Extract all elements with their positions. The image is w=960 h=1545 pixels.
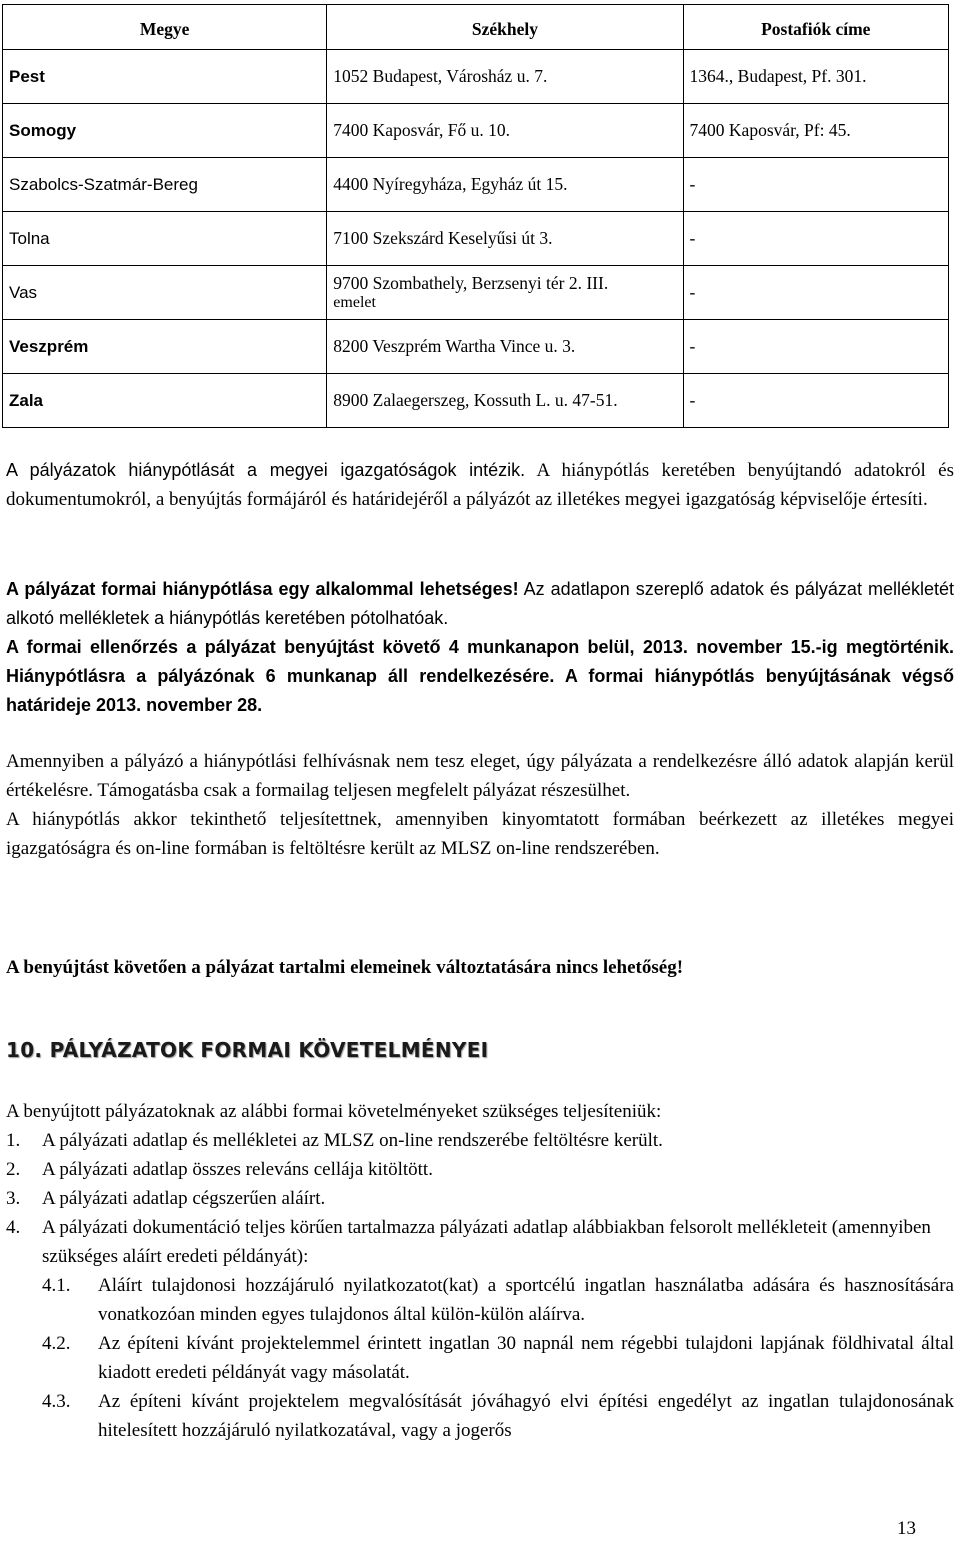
cell-pobox: - <box>683 158 948 212</box>
cell-seat: 7100 Szekszárd Keselyűsi út 3. <box>327 212 683 266</box>
paragraph-no-changes: A benyújtást követően a pályázat tartalmi elemeinek változtatására nincs lehetőség! <box>6 957 684 978</box>
sub-list-item <box>6 1271 954 1329</box>
page-number: 13 <box>897 1518 916 1539</box>
sub-list-item <box>6 1387 954 1445</box>
cell-county: Somogy <box>3 104 327 158</box>
list-item-text: A pályázati adatlap cégszerűen aláírt. <box>42 1188 326 1209</box>
county-offices-table <box>2 4 949 428</box>
cell-pobox: - <box>683 212 948 266</box>
section-heading: 10. PÁLYÁZATOK FORMAI KÖVETELMÉNYEI <box>6 1038 489 1062</box>
cell-county: Tolna <box>3 212 327 266</box>
list-item <box>6 1126 954 1155</box>
list-item-number: 3. <box>6 1188 21 1209</box>
sub-list-item-text: Az építeni kívánt projektelemmel érintett ingatlan 30 napnál nem régebbi tulajdoni lapjának földhivatal által kiadott eredeti példányát vagy másolatát. <box>98 1333 954 1383</box>
sub-list-item-text: Az építeni kívánt projektelem megvalósítását jóváhagyó elvi építési engedélyt az ingatlan tulajdonosának hitelesített hozzájáruló nyilatkozatával, vagy a jogerős <box>98 1391 954 1441</box>
paragraph-consequences <box>6 747 954 863</box>
list-item <box>6 1184 954 1213</box>
header-county: Megye <box>3 5 327 50</box>
sub-list-item-number: 4.2. <box>42 1333 71 1354</box>
table-row <box>3 104 949 158</box>
table-row <box>3 50 949 104</box>
list-item-text: A pályázati adatlap összes releváns cellája kitöltött. <box>42 1159 433 1180</box>
cell-seat: 1052 Budapest, Városház u. 7. <box>327 50 683 104</box>
table-row <box>3 212 949 266</box>
cell-county: Szabolcs-Szatmár-Bereg <box>3 158 327 212</box>
cell-seat: 8900 Zalaegerszeg, Kossuth L. u. 47-51. <box>327 374 683 428</box>
table-row <box>3 266 949 320</box>
cell-pobox: - <box>683 266 948 320</box>
sub-list-item-text: Aláírt tulajdonosi hozzájáruló nyilatkozatot(kat) a sportcélú ingatlan használatba adására és hasznosítására vonatkozóan minden egyes tulajdonos által külön-külön aláírva. <box>98 1275 954 1325</box>
sub-list-item-number: 4.1. <box>42 1275 71 1296</box>
table-row <box>3 158 949 212</box>
table-row <box>3 374 949 428</box>
paragraph-sans-part: A pályázatok hiánypótlását a megyei igazgatóságok intézik. <box>6 460 526 480</box>
cell-seat: 7400 Kaposvár, Fő u. 10. <box>327 104 683 158</box>
cell-pobox: - <box>683 320 948 374</box>
cell-county: Veszprém <box>3 320 327 374</box>
formal-check-deadline: A formai ellenőrzés a pályázat benyújtást követő 4 munkanapon belül, 2013. november 15.-ig megtörténik. Hiánypótlásra a pályázónak 6 munkanap áll rendelkezésére. A formai hiánypótlás benyújtásának végső határideje 2013. november 28. <box>6 637 954 715</box>
list-item <box>6 1213 954 1271</box>
list-item <box>6 1155 954 1184</box>
list-item-text: A pályázati dokumentáció teljes körűen tartalmazza pályázati adatlap alábbiakban felsorolt mellékleteit (amennyiben szükséges aláírt eredeti példányát): <box>42 1217 931 1267</box>
cell-seat: 4400 Nyíregyháza, Egyház út 15. <box>327 158 683 212</box>
requirements-section <box>6 1097 954 1445</box>
cell-seat: 8200 Veszprém Wartha Vince u. 3. <box>327 320 683 374</box>
table-header-row <box>3 5 949 50</box>
cell-pobox: 7400 Kaposvár, Pf: 45. <box>683 104 948 158</box>
consequences-text-1: Amennyiben a pályázó a hiánypótlási felhívásnak nem tesz eleget, úgy pályázata a rendelkezésre álló adatok alapján kerül értékelésre. Támogatásba csak a formailag teljesen megfelelt pályázat részesülhet. <box>6 751 954 801</box>
cell-seat-line2: emelet <box>333 293 376 311</box>
list-item-number: 2. <box>6 1159 21 1180</box>
cell-county: Zala <box>3 374 327 428</box>
requirements-intro: A benyújtott pályázatoknak az alábbi formai követelményeket szükséges teljesíteniük: <box>6 1101 662 1122</box>
cell-seat-line1: 9700 Szombathely, Berzsenyi tér 2. III. <box>333 272 609 293</box>
sub-list-item-number: 4.3. <box>42 1391 71 1412</box>
header-seat: Székhely <box>327 5 683 50</box>
header-pobox: Postafiók címe <box>683 5 948 50</box>
consequences-text-2: A hiánypótlás akkor tekinthető teljesítettnek, amennyiben kinyomtatott formában beérkezett az illetékes megyei igazgatóságra és on-line formában is feltöltésre került az MLSZ on-line rendszerében. <box>6 809 954 859</box>
cell-county: Vas <box>3 266 327 320</box>
paragraph-formal-deficiency <box>6 575 954 720</box>
table-row <box>3 320 949 374</box>
cell-county: Pest <box>3 50 327 104</box>
cell-pobox: - <box>683 374 948 428</box>
formal-deficiency-bold: A pályázat formai hiánypótlása egy alkalommal lehetséges! <box>6 579 519 599</box>
list-item-number: 1. <box>6 1130 21 1151</box>
sub-list-item <box>6 1329 954 1387</box>
cell-pobox: 1364., Budapest, Pf. 301. <box>683 50 948 104</box>
cell-seat <box>327 266 683 320</box>
paragraph-serif-part: A hiánypótlás keretében benyújtandó adatokról és dokumentumokról, a benyújtás formájáról és határidejéről a pályázót az illetékes megyei igazgatóság képviselője értesíti. <box>6 460 955 510</box>
list-item-number: 4. <box>6 1217 21 1238</box>
list-item-text: A pályázati adatlap és mellékletei az MLSZ on-line rendszerébe feltöltésre került. <box>42 1130 663 1151</box>
formal-deficiency-normal: Az adatlapon szereplő adatok és pályázat mellékletét alkotó mellékletek a hiánypótlás keretében pótolhatóak. <box>6 579 954 628</box>
paragraph-hianypotlas <box>6 456 954 514</box>
